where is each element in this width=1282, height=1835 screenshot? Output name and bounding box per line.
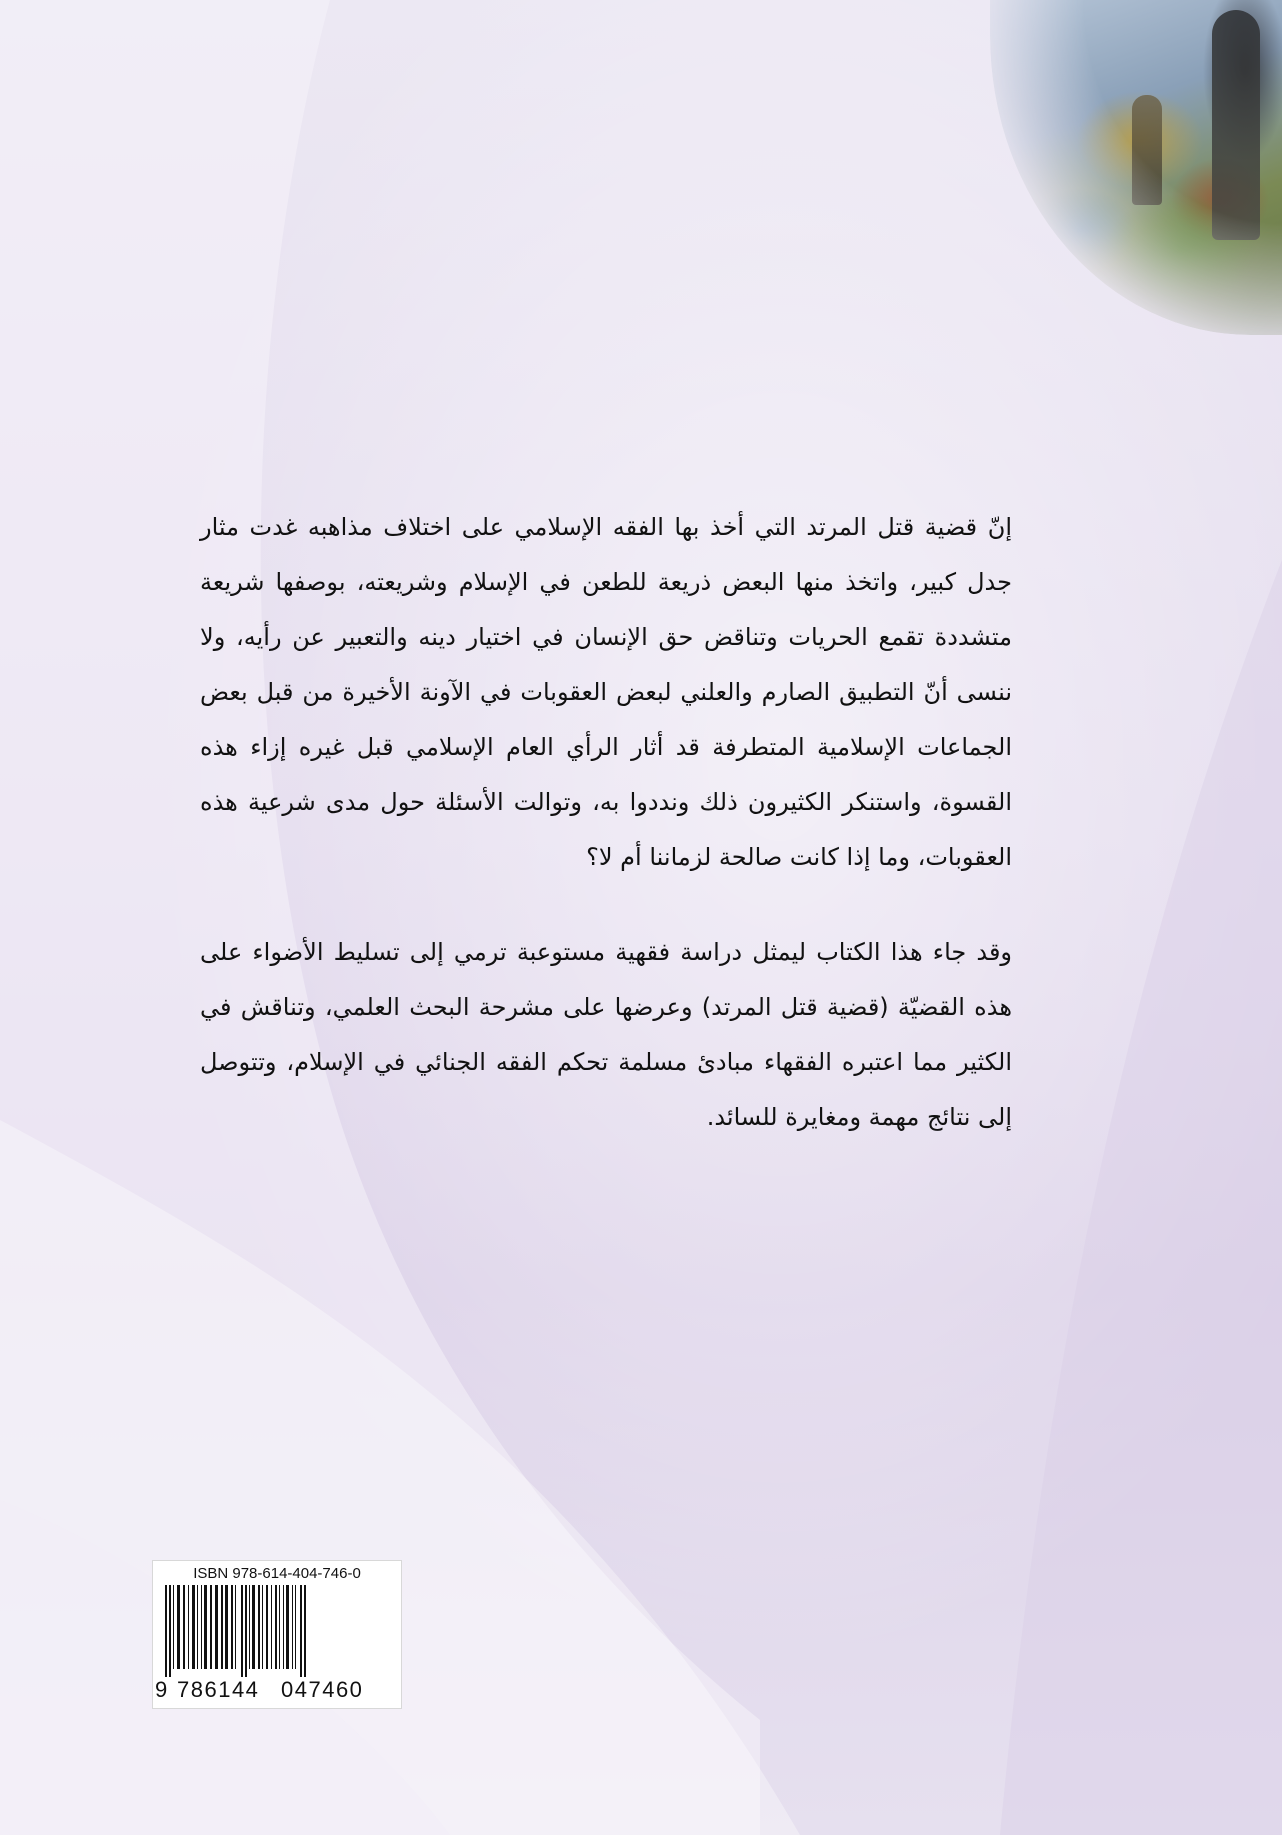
barcode-bars <box>163 1585 391 1677</box>
barcode-digits-left: 786144 <box>177 1677 260 1702</box>
barcode-bar <box>252 1585 255 1669</box>
barcode-bar <box>286 1585 289 1669</box>
barcode-bar <box>188 1585 189 1669</box>
barcode-bar <box>201 1585 202 1669</box>
barcode-bar <box>169 1585 171 1677</box>
barcode-bar <box>177 1585 180 1669</box>
barcode-bar <box>300 1585 302 1677</box>
barcode-bar <box>215 1585 218 1669</box>
barcode-bar <box>165 1585 167 1677</box>
barcode-bar <box>245 1585 247 1677</box>
isbn-barcode <box>152 1560 402 1709</box>
barcode-bar <box>304 1585 306 1677</box>
barcode-digits-right: 047460 <box>281 1677 364 1702</box>
barcode-bar <box>283 1585 284 1669</box>
barcode-bar <box>275 1585 277 1669</box>
barcode-bar <box>221 1585 223 1669</box>
blurb-paragraph-2: وقد جاء هذا الكتاب ليمثل دراسة فقهية مستوعبة ترمي إلى تسليط الأضواء على هذه القضيّة (قضية قتل المرتد) وعرضها على مشرحة البحث العلمي، وتناقش في الكثير مما اعتبره الفقهاء مبادئ مسلمة تحكم الفقه الجنائي في الإسلام، وتتوصل إلى نتائج مهمة ومغايرة للسائد. <box>200 938 1012 1131</box>
blurb-paragraph-1: إنّ قضية قتل المرتد التي أخذ بها الفقه الإسلامي على اختلاف مذاهبه غدت مثار جدل كبير، واتخذ منها البعض ذريعة للطعن في الإسلام وشريعته، بوصفها شريعة متشددة تقمع الحريات وتناقض حق الإنسان في اختيار دينه والتعبير عن رأيه، ولا ننسى أنّ التطبيق الصارم والعلني لبعض العقوبات في الآونة الأخيرة من قبل بعض الجماعات الإسلامية المتطرفة قد أثار الرأي العام الإسلامي قبل غيره إزاء هذه القسوة، واستنكر الكثيرون ذلك ونددوا به، وتوالت الأسئلة حول مدى شرعية هذه العقوبات، وما إذا كانت صالحة لزماننا أم لا؟ <box>200 513 1012 871</box>
barcode-bar <box>183 1585 185 1669</box>
barcode-bar <box>258 1585 260 1669</box>
barcode-bar <box>279 1585 280 1669</box>
painting-figure <box>1212 10 1260 240</box>
barcode-bar <box>235 1585 236 1669</box>
barcode-bar <box>210 1585 212 1669</box>
barcode-bar <box>292 1585 293 1669</box>
barcode-bar <box>197 1585 198 1669</box>
barcode-bar <box>295 1585 296 1669</box>
barcode-bar <box>192 1585 195 1669</box>
barcode-bar <box>241 1585 243 1677</box>
painting-figure-small <box>1132 95 1162 205</box>
barcode-bar <box>231 1585 233 1669</box>
barcode-bar <box>266 1585 268 1669</box>
barcode-bar <box>225 1585 228 1669</box>
barcode-digit-first: 9 <box>155 1677 169 1702</box>
book-blurb <box>200 500 1012 1185</box>
barcode-bar <box>249 1585 250 1669</box>
barcode-bar <box>204 1585 207 1669</box>
isbn-number: ISBN 978-614-404-746-0 <box>193 1565 361 1582</box>
barcode-bar <box>173 1585 174 1669</box>
barcode-bar <box>262 1585 263 1669</box>
barcode-bar <box>271 1585 272 1669</box>
